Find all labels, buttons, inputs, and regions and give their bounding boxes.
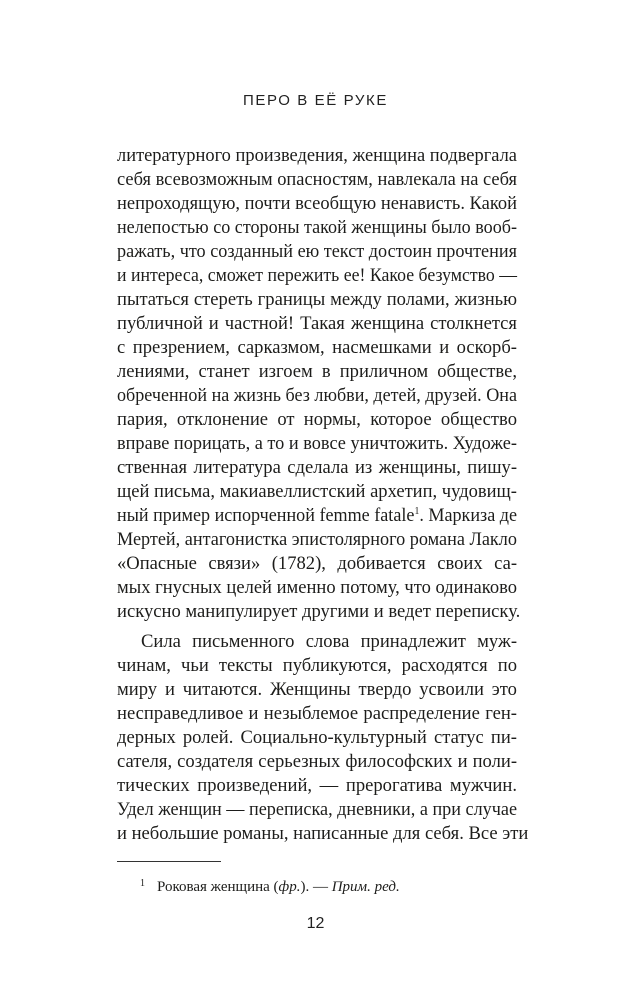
running-header: ПЕРО В ЕЁ РУКЕ [243, 92, 388, 109]
text-line-with-footnote-ref [117, 504, 517, 528]
text-line: тических произведений, — прерогатива мужчин. [117, 775, 517, 796]
footnote [140, 874, 400, 897]
text-fragment: ный пример испорченной femme fatale [117, 505, 415, 526]
text-line: дерных ролей. Социально-культурный статус пи- [117, 727, 517, 748]
text-line: Сила письменного слова принадлежит муж- [141, 631, 518, 652]
footnote-lang: фр. [278, 879, 301, 895]
text-line: и небольшие романы, написанные для себя. Все эти [117, 823, 529, 844]
text-line: с презрением, сарказмом, насмешками и оскорб- [117, 337, 517, 358]
text-line: миру и читаются. Женщины твердо усвоили это [117, 679, 517, 700]
text-line: искусно манипулирует другими и ведет переписку. [117, 601, 521, 622]
text-line: сателя, создателя серьезных философских и поли- [117, 751, 518, 772]
text-line: ственная литература сделала из женщины, пишу- [117, 457, 518, 478]
text-line: литературного произведения, женщина подвергала [117, 145, 518, 166]
footnote-text-after: ). — [300, 879, 332, 895]
text-line: непроходящую, почти всеобщую ненависть. Какой [117, 193, 517, 214]
text-line: несправедливое и незыблемое распределение ген- [117, 703, 517, 724]
text-line: обреченной на жизнь без любви, детей, друзей. Она [117, 385, 517, 406]
text-line: вправе порицать, а то и вовсе уничтожить. Художе- [117, 433, 517, 454]
text-line: Удел женщин — переписка, дневники, а при случае [117, 799, 518, 820]
footnote-text: Роковая женщина ( [157, 879, 279, 895]
text-line: публичной и частной! Такая женщина столкнется [117, 313, 517, 334]
text-line: «Опасные связи» (1782), добивается своих са- [117, 553, 518, 574]
text-line: и интереса, сможет пережить ее! Какое безумство — [117, 265, 518, 286]
text-line: нелепостью со стороны такой женщины было вооб- [117, 217, 517, 238]
footnote-editor-note: Прим. ред. [331, 879, 400, 895]
text-line: мых гнусных целей именно потому, что одинаково [117, 577, 518, 598]
page-number: 12 [306, 915, 325, 932]
text-fragment: . Маркиза де [419, 505, 518, 526]
footnote-reference[interactable]: 1 [414, 506, 420, 517]
text-line: себя всевозможным опасностям, навлекала на себя [117, 169, 518, 190]
footnote-divider [117, 861, 221, 862]
text-line: ражать, что созданный ею текст достоин прочтения [117, 241, 517, 262]
text-line: пария, отклонение от нормы, которое общество [117, 409, 517, 430]
text-line: чинам, чьи тексты публикуются, расходятся по [117, 655, 517, 676]
text-line: пытаться стереть границы между полами, жизнью [117, 289, 518, 310]
text-line: Мертей, антагонистка эпистолярного романа Лакло [117, 529, 517, 550]
text-line: лениями, станет изгоем в приличном обществе, [117, 361, 517, 382]
footnote-mark: 1 [140, 878, 145, 889]
text-line: щей письма, макиавеллистский архетип, чудовищ- [117, 481, 517, 502]
